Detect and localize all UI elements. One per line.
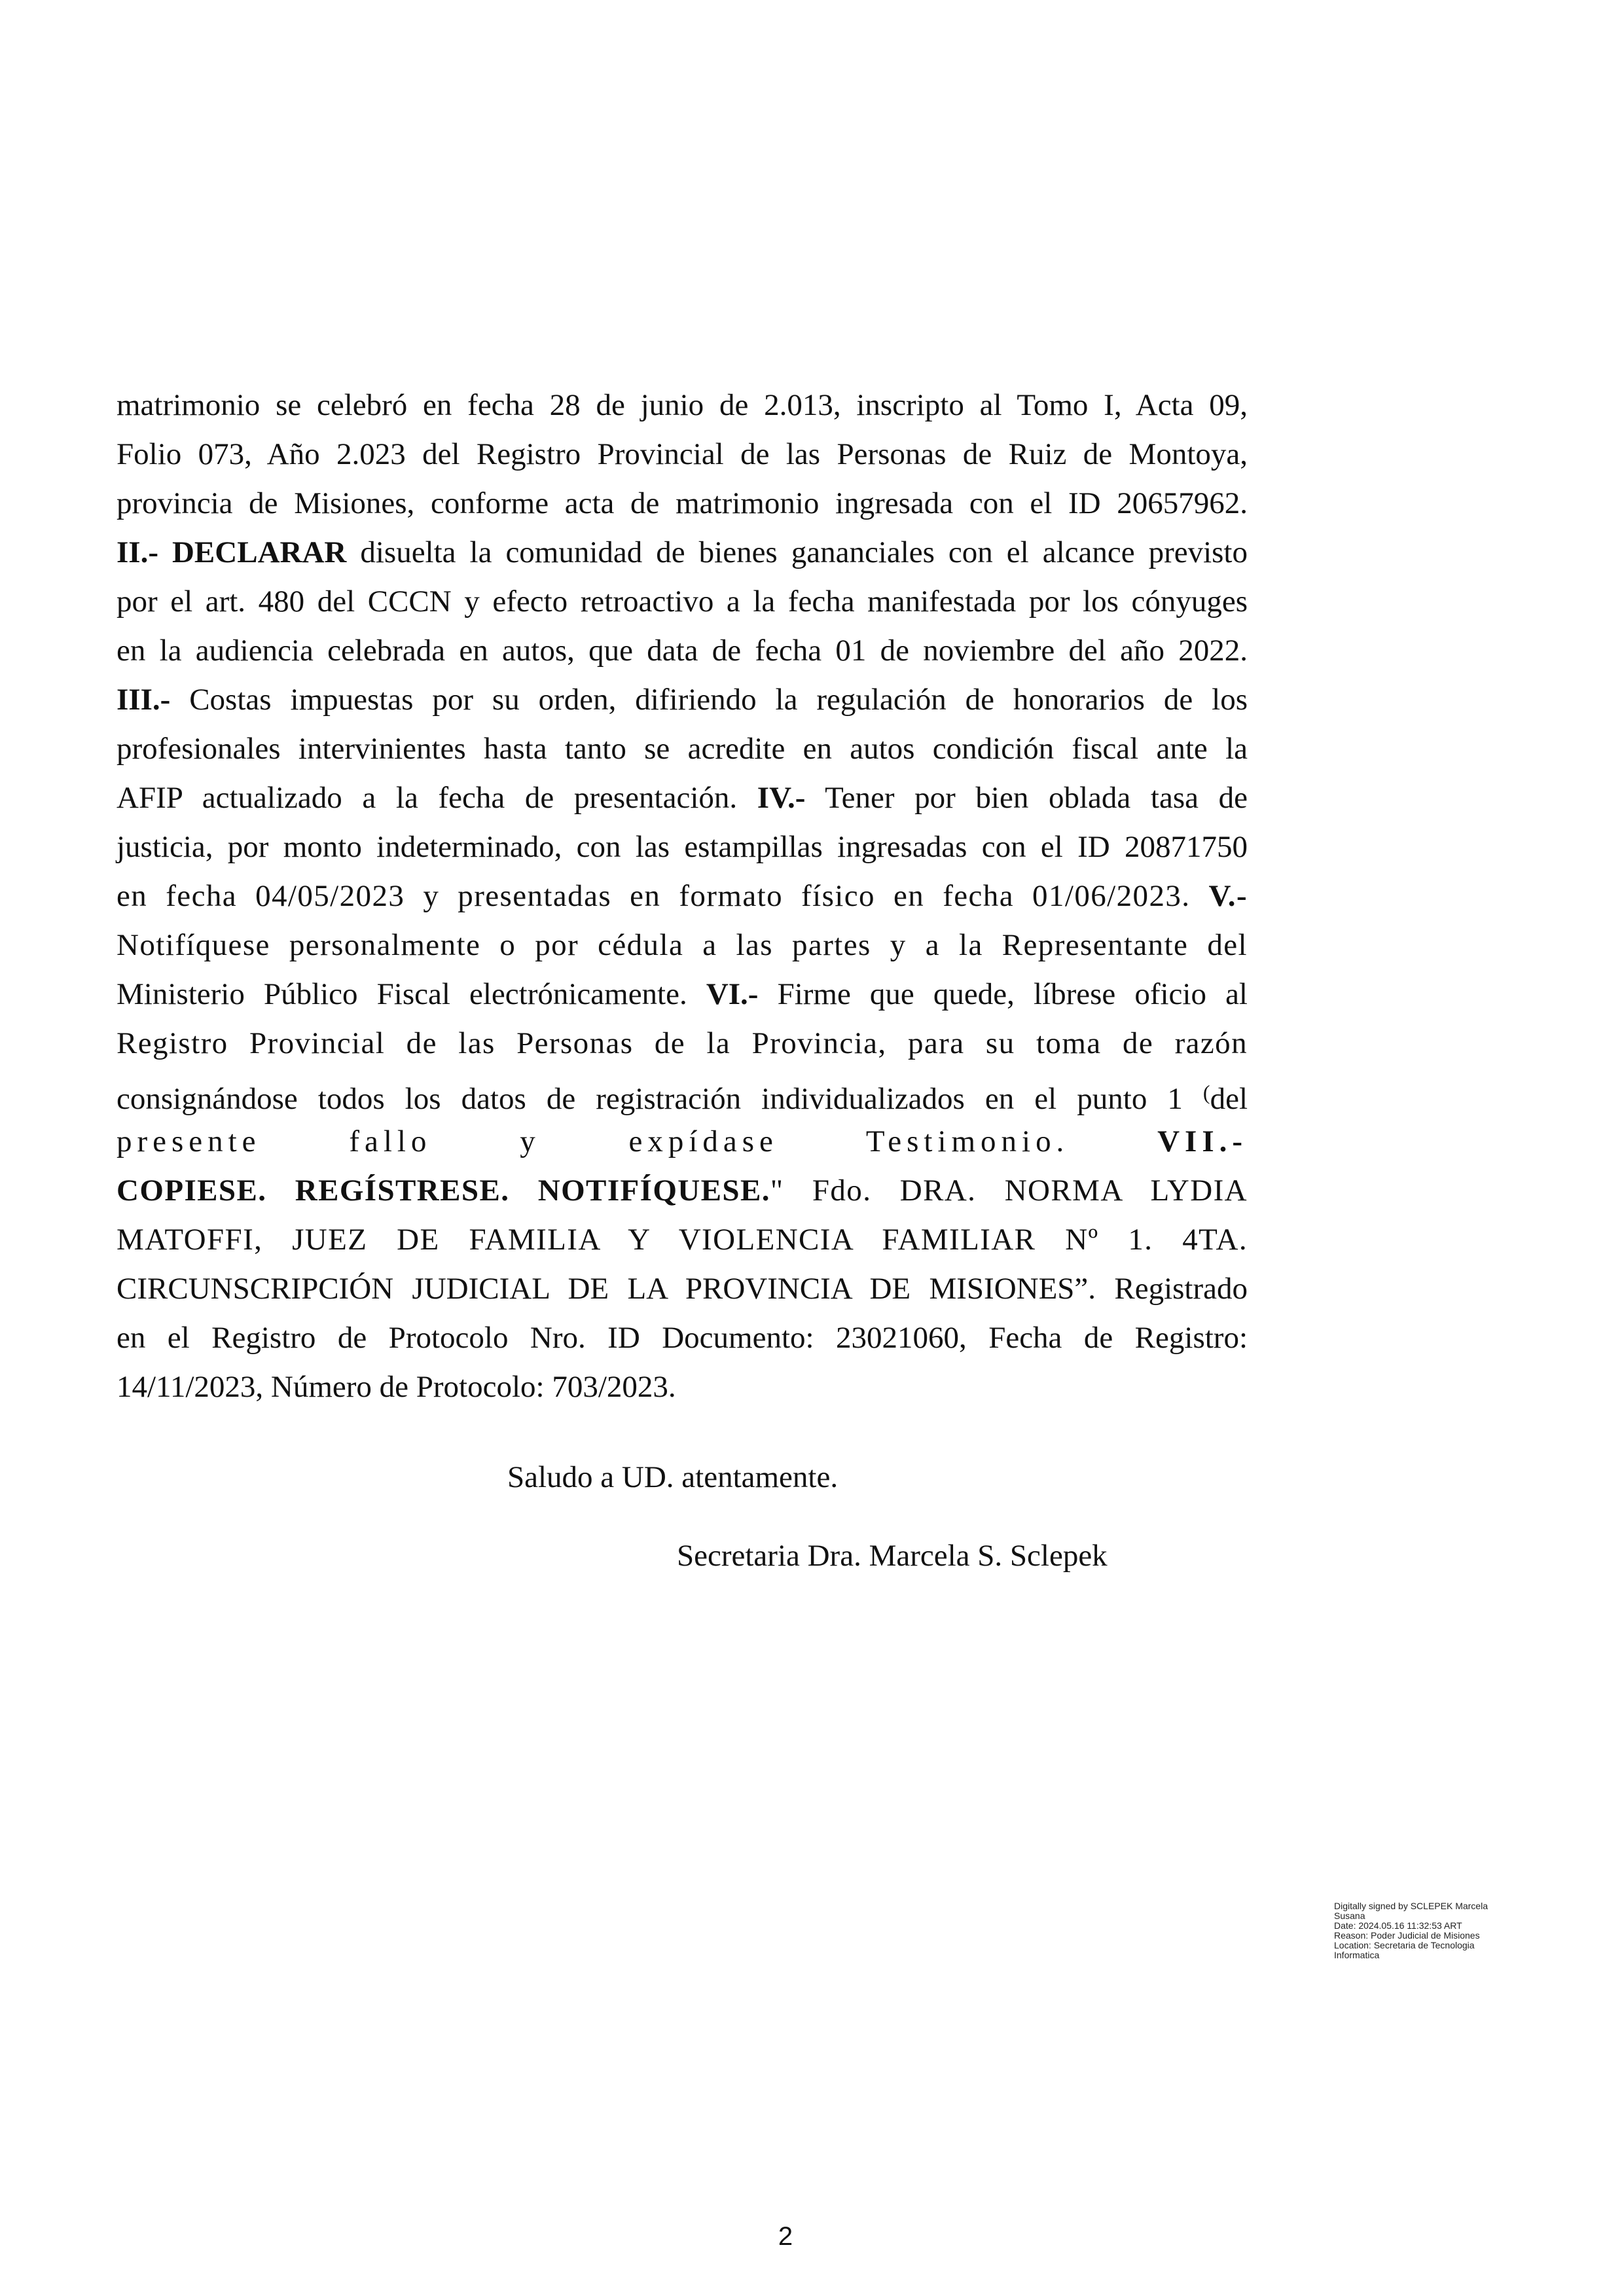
text-line (117, 626, 1248, 675)
text-run: profesionales intervinientes hasta tanto se acredite en autos condición fiscal ante la (117, 732, 1248, 766)
signature-line: Digitally signed by SCLEPEK Marcela (1334, 1901, 1488, 1911)
text-run: en la audiencia celebrada en autos, que data de fecha 01 de noviembre del año 2022. (117, 634, 1248, 668)
text-line (117, 675, 1248, 725)
text-line (117, 381, 1248, 430)
superscript-mark: ( (1202, 1081, 1210, 1104)
text-run: Registro Provincial de las Personas de la Provincia, para su toma de razón (117, 1026, 1248, 1060)
text-run: presente fallo y expídase Testimonio. (117, 1124, 1158, 1158)
text-line (117, 921, 1248, 970)
text-run: provincia de Misiones, conforme acta de matrimonio ingresada con el ID 20657962. (117, 486, 1248, 520)
text-run: Costas impuestas por su orden, difiriendo la regulación de honorarios de los (170, 683, 1248, 717)
text-run: matrimonio se celebró en fecha 28 de junio de 2.013, inscripto al Tomo I, Acta 09, (117, 388, 1248, 422)
text-line (117, 1019, 1248, 1068)
section-marker: II.- DECLARAR (117, 535, 347, 569)
signature-line: Informatica (1334, 1950, 1380, 1960)
text-run: justicia, por monto indeterminado, con las estampillas ingresadas con el ID 20871750 (117, 830, 1248, 864)
digital-signature-block (1334, 1901, 1530, 1960)
text-run: Firme que quede, líbrese oficio al (758, 977, 1248, 1011)
signature-line: Reason: Poder Judicial de Misiones (1334, 1930, 1480, 1941)
section-marker: IV.- (757, 781, 806, 815)
text-run: del (1210, 1082, 1248, 1116)
text-run: en el Registro de Protocolo Nro. ID Documento: 23021060, Fecha de Registro: (117, 1321, 1248, 1355)
signature-line: Location: Secretaria de Tecnologia (1334, 1940, 1475, 1950)
text-line (117, 823, 1248, 872)
text-run: AFIP actualizado a la fecha de presentación. (117, 781, 757, 815)
text-line (117, 1068, 1248, 1117)
section-marker: VI.- (706, 977, 759, 1011)
text-line (117, 970, 1248, 1019)
text-run: por el art. 480 del CCCN y efecto retroactivo a la fecha manifestada por los cónyuges (117, 584, 1248, 619)
section-marker: COPIESE. REGÍSTRESE. NOTIFÍQUESE. (117, 1174, 770, 1208)
signature-line: Susana (1334, 1910, 1365, 1921)
text-run: CIRCUNSCRIPCIÓN JUDICIAL DE LA PROVINCIA DE MISIONES”. Registrado (117, 1272, 1248, 1306)
page-number: 2 (778, 2222, 793, 2251)
text-run: Tener por bien oblada tasa de (805, 781, 1248, 815)
resolution-body (117, 381, 1248, 1412)
text-line (117, 1117, 1248, 1166)
text-run: 14/11/2023, Número de Protocolo: 703/2023. (117, 1370, 676, 1404)
signature-line: Date: 2024.05.16 11:32:53 ART (1334, 1920, 1462, 1931)
text-run: en fecha 04/05/2023 y presentadas en formato físico en fecha 01/06/2023. (117, 879, 1209, 913)
text-line (117, 479, 1248, 528)
text-line (117, 725, 1248, 774)
text-run: Notifíquese personalmente o por cédula a las partes y a la Representante del (117, 928, 1248, 962)
signer-name: Secretaria Dra. Marcela S. Sclepek (677, 1539, 1108, 1573)
text-run: " Fdo. DRA. NORMA LYDIA (770, 1174, 1248, 1208)
text-line (117, 1166, 1248, 1215)
text-line (117, 872, 1248, 921)
text-line (117, 577, 1248, 626)
section-marker: III.- (117, 683, 171, 717)
text-line (117, 430, 1248, 479)
section-marker: V.- (1208, 879, 1248, 913)
text-line (117, 1265, 1248, 1314)
text-run: Folio 073, Año 2.023 del Registro Provincial de las Personas de Ruiz de Montoya, (117, 437, 1248, 471)
text-line (117, 1215, 1248, 1265)
text-run: Ministerio Público Fiscal electrónicamente. (117, 977, 706, 1011)
text-line (117, 1363, 1248, 1412)
text-line (117, 528, 1248, 577)
closing-salutation: Saludo a UD. atentamente. (507, 1460, 839, 1494)
text-run: disuelta la comunidad de bienes gananciales con el alcance previsto (346, 535, 1248, 569)
text-line (117, 774, 1248, 823)
text-line (117, 1314, 1248, 1363)
text-run: consignándose todos los datos de registración individualizados en el punto 1 (117, 1082, 1203, 1116)
section-marker: VII.- (1157, 1124, 1248, 1158)
text-run: MATOFFI, JUEZ DE FAMILIA Y VIOLENCIA FAMILIAR Nº 1. 4TA. (117, 1223, 1248, 1257)
